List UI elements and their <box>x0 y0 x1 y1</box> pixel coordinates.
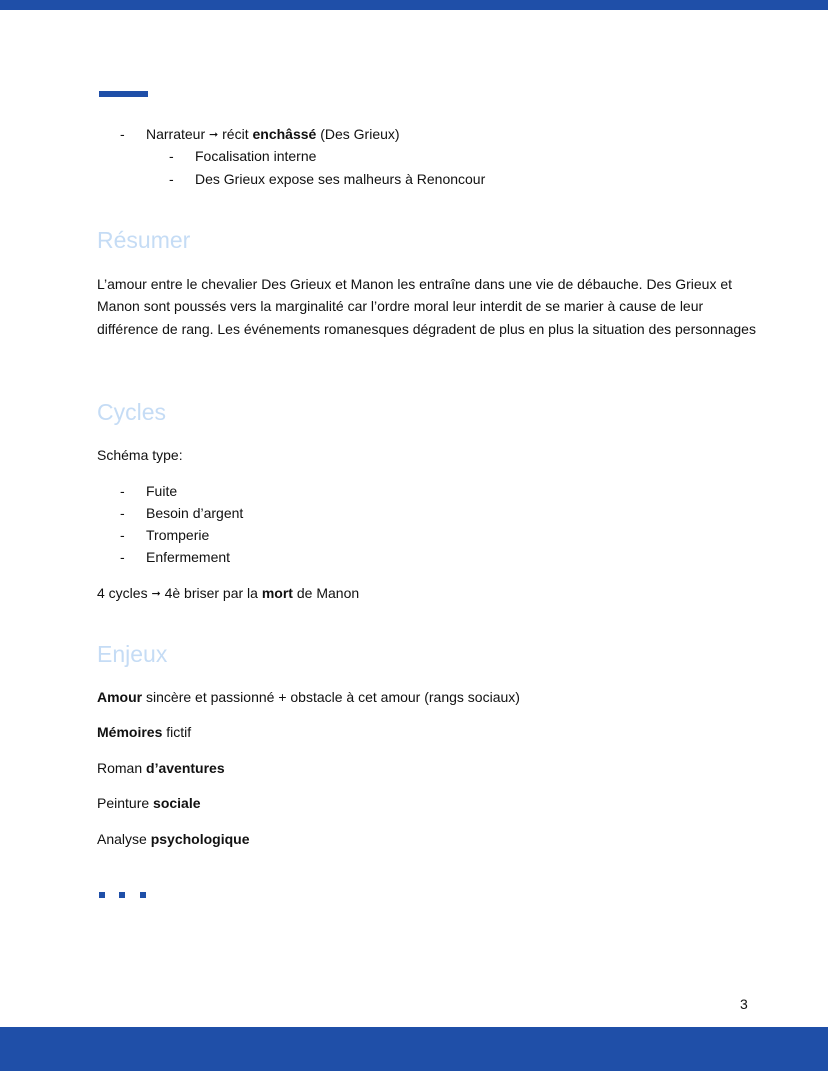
text-span: (Des Grieux) <box>316 126 400 142</box>
bold-text: Amour <box>97 689 143 705</box>
text-span: Roman <box>97 760 147 776</box>
bold-text: d’aventures <box>146 760 225 776</box>
bold-text: psychologique <box>150 831 250 847</box>
text-span: sincère et passionné + obstacle à cet amour (rangs sociaux) <box>142 689 520 705</box>
enjeux-line <box>97 757 225 779</box>
text-span: Narrateur <box>146 126 206 142</box>
bottom-accent-bar <box>0 1027 828 1071</box>
decorative-square <box>140 892 146 898</box>
enjeux-line <box>97 686 520 708</box>
bold-text: mort <box>261 585 293 601</box>
bold-text: Mémoires <box>97 724 163 740</box>
section-heading-enjeux: Enjeux <box>97 641 168 667</box>
text-span: Analyse <box>97 831 151 847</box>
section-heading-cycles: Cycles <box>97 399 167 425</box>
bullet-dash: - <box>120 483 125 499</box>
decorative-square <box>99 892 105 898</box>
text-span: 4 cycles <box>97 585 148 601</box>
bullet-dash: - <box>120 126 125 142</box>
bullet-dash: - <box>169 171 174 187</box>
top-accent-bar <box>0 0 828 10</box>
cycles-intro: Schéma type: <box>97 447 183 463</box>
bullet-dash: - <box>120 549 125 565</box>
text-span: récit <box>218 126 253 142</box>
text-span: 4è briser par la <box>160 585 262 601</box>
cycles-summary <box>97 582 359 605</box>
decorative-square <box>119 892 125 898</box>
bold-text: sociale <box>153 795 201 811</box>
bullet-dash: - <box>169 148 174 164</box>
cycle-item: Enfermement <box>146 549 231 565</box>
bullet-dash: - <box>120 527 125 543</box>
enjeux-line <box>97 828 250 850</box>
text-span: fictif <box>162 724 192 740</box>
resumer-paragraph: L’amour entre le chevalier Des Grieux et Manon les entraîne dans une vie de débauche. Des Grieux et Manon sont poussés vers la marginalité car l’ordre moral leur interdit de se marier à cause de leur différence de rang. Les événements romanesques dégradent de plus en plus la situation des personnages <box>97 276 756 337</box>
sub-list-item: Focalisation interne <box>195 148 317 164</box>
list-item-narrateur <box>146 123 400 146</box>
bold-text: enchâssé <box>252 126 317 142</box>
enjeux-line <box>97 721 191 743</box>
page-number: 3 <box>740 996 748 1012</box>
section-heading-resumer: Résumer <box>97 227 191 253</box>
accent-dash <box>99 91 148 97</box>
arrow-icon: ➞ <box>151 588 161 600</box>
text-span: de Manon <box>292 585 360 601</box>
bullet-dash: - <box>120 505 125 521</box>
enjeux-line <box>97 792 201 814</box>
cycle-item: Besoin d’argent <box>146 505 244 521</box>
arrow-icon: ➞ <box>209 129 219 141</box>
sub-list-item: Des Grieux expose ses malheurs à Renoncour <box>195 171 486 187</box>
text-span: Peinture <box>97 795 154 811</box>
cycle-item: Fuite <box>146 483 178 499</box>
cycle-item: Tromperie <box>146 527 210 543</box>
